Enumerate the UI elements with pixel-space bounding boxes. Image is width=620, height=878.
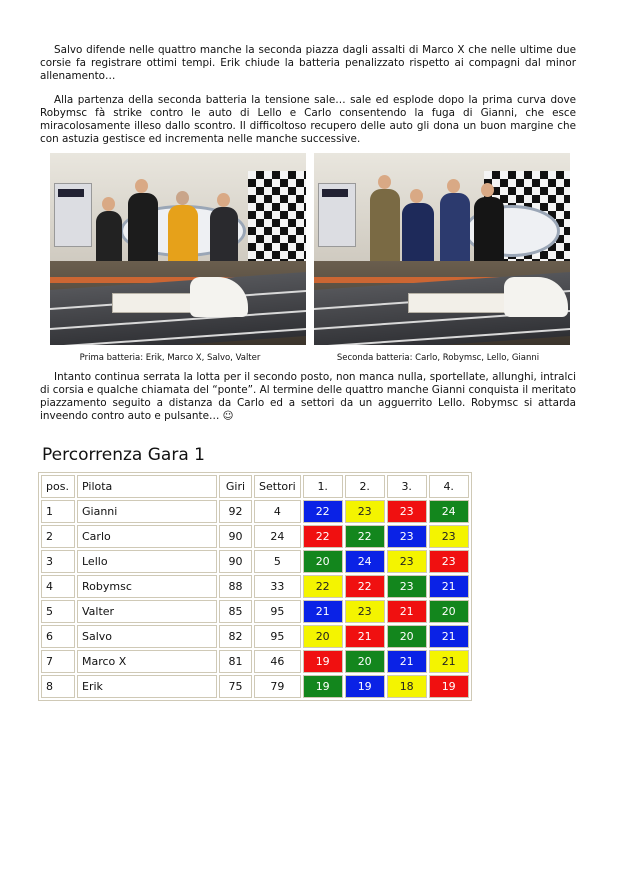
cell-settori: 46	[254, 650, 301, 673]
cell-pilota: Salvo	[77, 625, 217, 648]
header-giri: Giri	[219, 475, 252, 498]
header-lane-1: 1.	[303, 475, 343, 498]
cell-pos: 1	[41, 500, 75, 523]
cell-pos: 5	[41, 600, 75, 623]
cell-lane-1: 22	[303, 500, 343, 523]
cell-lane-1: 20	[303, 625, 343, 648]
cell-lane-4: 20	[429, 600, 469, 623]
table-row	[41, 600, 469, 623]
cell-lane-4: 19	[429, 675, 469, 698]
photo-caption-2: Seconda batteria: Carlo, Robymsc, Lello, Gianni	[336, 353, 540, 363]
cell-lane-3: 23	[387, 525, 427, 548]
cell-lane-2: 23	[345, 600, 385, 623]
photo-seconda-batteria	[314, 153, 570, 345]
cell-lane-2: 19	[345, 675, 385, 698]
results-table	[38, 472, 472, 701]
cell-lane-4: 21	[429, 650, 469, 673]
photo-prima-batteria	[50, 153, 306, 345]
table-row	[41, 650, 469, 673]
header-settori: Settori	[254, 475, 301, 498]
cell-pos: 4	[41, 575, 75, 598]
header-pilota: Pilota	[77, 475, 217, 498]
cell-lane-1: 19	[303, 650, 343, 673]
cell-lane-3: 23	[387, 575, 427, 598]
table-header-row	[41, 475, 469, 498]
photo-caption-1: Prima batteria: Erik, Marco X, Salvo, Valter	[79, 353, 261, 363]
cell-pos: 2	[41, 525, 75, 548]
cell-lane-4: 23	[429, 525, 469, 548]
cell-giri: 88	[219, 575, 252, 598]
cell-lane-3: 20	[387, 625, 427, 648]
cell-pilota: Carlo	[77, 525, 217, 548]
cell-lane-3: 18	[387, 675, 427, 698]
cell-pilota: Robymsc	[77, 575, 217, 598]
cell-lane-1: 21	[303, 600, 343, 623]
header-lane-2: 2.	[345, 475, 385, 498]
cell-lane-1: 22	[303, 525, 343, 548]
cell-lane-4: 23	[429, 550, 469, 573]
cell-pilota: Marco X	[77, 650, 217, 673]
cell-giri: 92	[219, 500, 252, 523]
cell-settori: 5	[254, 550, 301, 573]
paragraph-batteria-2: Alla partenza della seconda batteria la tensione sale… sale ed esplode dopo la prima curva dove Robymsc fà strike contro le auto di Lello e Carlo consentendo la fuga di Gianni, che esce miracolosamente illeso dallo scontro. Il difficoltoso recupero delle auto gli dona un buon margine che con astuzia gestisce ed incrementa nelle manche successive.	[40, 94, 576, 145]
cell-settori: 33	[254, 575, 301, 598]
cell-settori: 4	[254, 500, 301, 523]
cell-lane-3: 21	[387, 600, 427, 623]
cell-pos: 7	[41, 650, 75, 673]
cell-lane-2: 20	[345, 650, 385, 673]
cell-settori: 79	[254, 675, 301, 698]
table-row	[41, 500, 469, 523]
table-row	[41, 575, 469, 598]
cell-pos: 6	[41, 625, 75, 648]
cell-lane-2: 21	[345, 625, 385, 648]
section-title: Percorrenza Gara 1	[42, 445, 205, 465]
cell-pilota: Erik	[77, 675, 217, 698]
cell-giri: 90	[219, 525, 252, 548]
cell-settori: 95	[254, 625, 301, 648]
cell-pilota: Valter	[77, 600, 217, 623]
cell-giri: 90	[219, 550, 252, 573]
cell-lane-3: 21	[387, 650, 427, 673]
cell-lane-2: 24	[345, 550, 385, 573]
header-pos: pos.	[41, 475, 75, 498]
cell-pilota: Lello	[77, 550, 217, 573]
cell-lane-2: 22	[345, 575, 385, 598]
cell-lane-2: 22	[345, 525, 385, 548]
cell-pilota: Gianni	[77, 500, 217, 523]
paragraph-batteria-1: Salvo difende nelle quattro manche la seconda piazza dagli assalti di Marco X che nelle ultime due corsie fa registrare ottimi tempi. Erik chiude la batteria penalizzato rispetto ai compagni dal minor allenamento…	[40, 44, 576, 82]
header-lane-4: 4.	[429, 475, 469, 498]
cell-lane-4: 21	[429, 575, 469, 598]
cell-giri: 75	[219, 675, 252, 698]
table-row	[41, 525, 469, 548]
cell-lane-3: 23	[387, 500, 427, 523]
header-lane-3: 3.	[387, 475, 427, 498]
cell-lane-4: 21	[429, 625, 469, 648]
cell-giri: 81	[219, 650, 252, 673]
table-row	[41, 550, 469, 573]
paragraph-lotta-secondo-posto: Intanto continua serrata la lotta per il secondo posto, non manca nulla, sportellate, allunghi, intralci di corsia e qualche chiamata del “ponte”. Al termine delle quattro manche Gianni conquista il meritato piazzamento seguito a distanza da Carlo ed a settori da un agguerrito Lello. Robymsc si attarda inveendo contro auto e pulsante… ☺	[40, 371, 576, 422]
cell-pos: 3	[41, 550, 75, 573]
cell-settori: 95	[254, 600, 301, 623]
cell-lane-1: 20	[303, 550, 343, 573]
cell-lane-4: 24	[429, 500, 469, 523]
cell-lane-1: 22	[303, 575, 343, 598]
cell-pos: 8	[41, 675, 75, 698]
cell-settori: 24	[254, 525, 301, 548]
table-row	[41, 625, 469, 648]
cell-lane-2: 23	[345, 500, 385, 523]
cell-giri: 82	[219, 625, 252, 648]
table-row	[41, 675, 469, 698]
cell-lane-1: 19	[303, 675, 343, 698]
cell-lane-3: 23	[387, 550, 427, 573]
cell-giri: 85	[219, 600, 252, 623]
